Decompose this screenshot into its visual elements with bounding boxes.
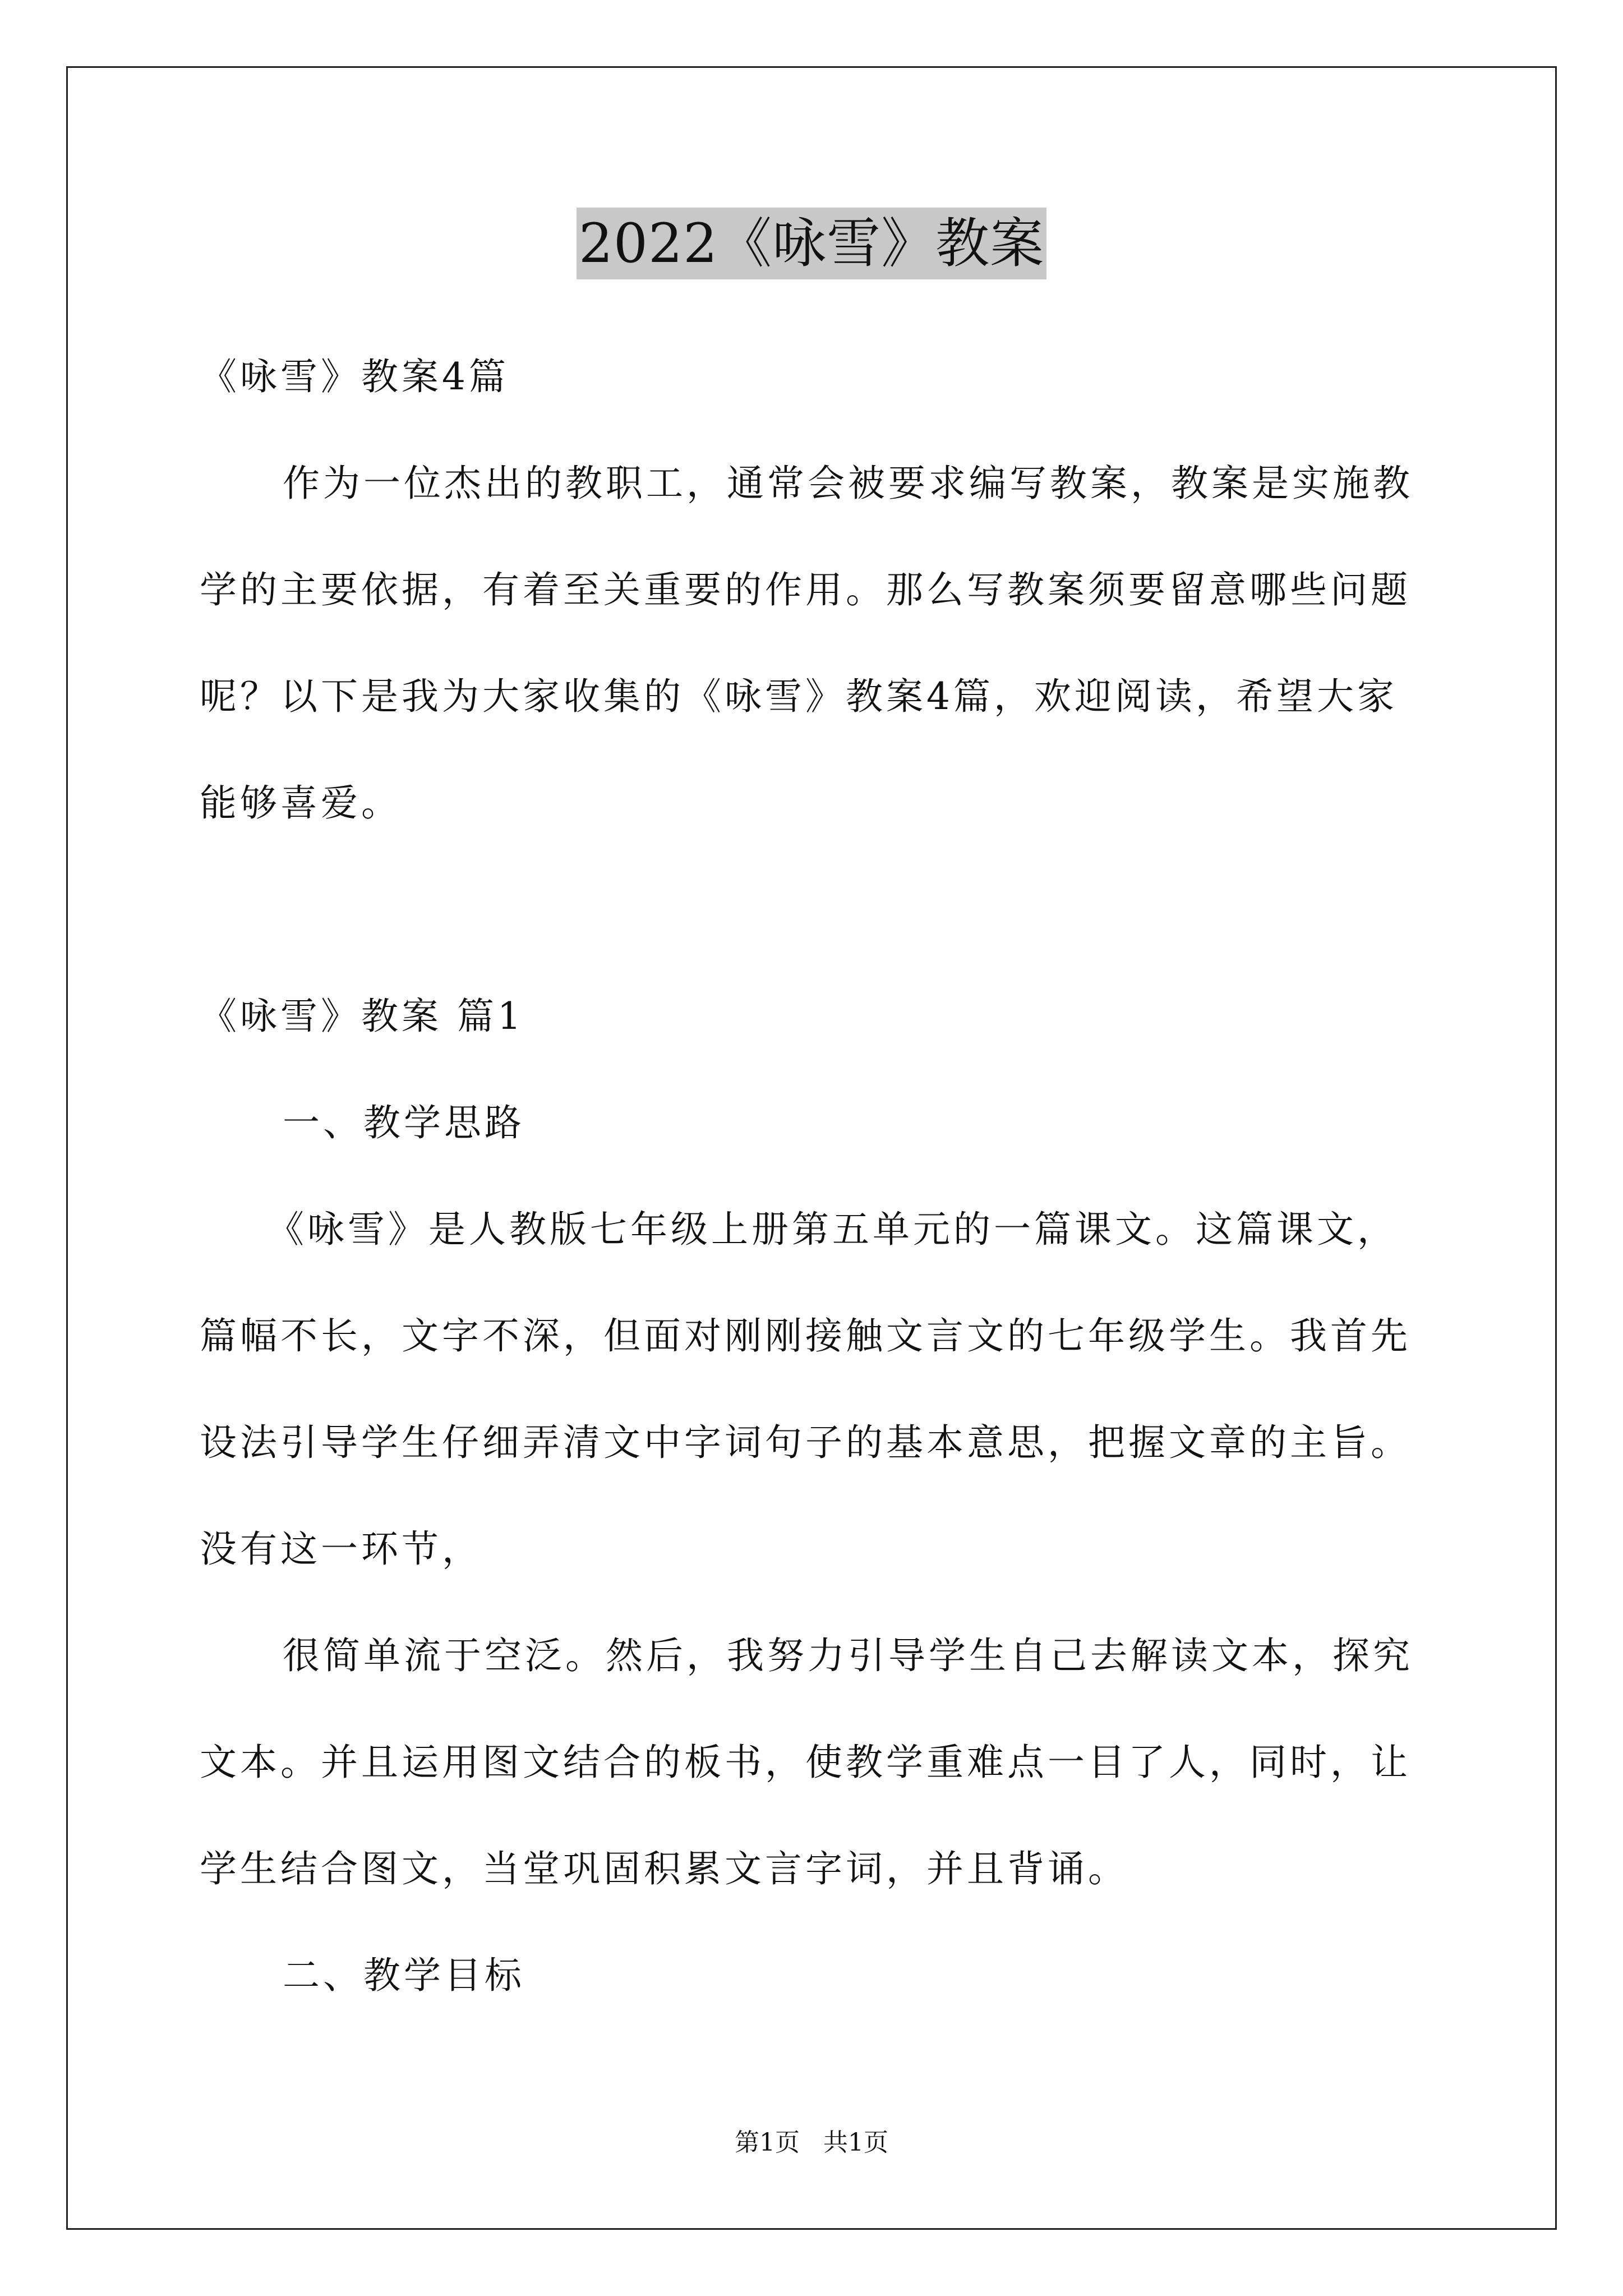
body-paragraph-line: 文本。并且运用图文结合的板书，使教学重难点一目了人，同时，让 bbox=[200, 1741, 1411, 1784]
intro-heading: 《咏雪》教案4篇 bbox=[200, 355, 509, 398]
body-paragraph-line: 很简单流于空泛。然后，我努力引导学生自己去解读文本，探究 bbox=[283, 1634, 1413, 1677]
page-footer: 第1页 共1页 bbox=[735, 2128, 888, 2157]
body-paragraph-line: 设法引导学生仔细弄清文中字词句子的基本意思，把握文章的主旨。 bbox=[200, 1421, 1411, 1464]
body-paragraph-line: 学生结合图文，当堂巩固积累文言字词，并且背诵。 bbox=[200, 1847, 1128, 1890]
intro-paragraph-line: 呢？以下是我为大家收集的《咏雪》教案4篇，欢迎阅读，希望大家 bbox=[200, 675, 1398, 718]
title-container bbox=[0, 208, 1623, 279]
subsection-heading: 二、教学目标 bbox=[283, 1954, 525, 1997]
intro-paragraph-line: 学的主要依据，有着至关重要的作用。那么写教案须要留意哪些问题 bbox=[200, 568, 1411, 611]
document-title: 2022《咏雪》教案 bbox=[577, 208, 1046, 279]
body-paragraph-line: 篇幅不长，文字不深，但面对刚刚接触文言文的七年级学生。我首先 bbox=[200, 1314, 1411, 1358]
intro-paragraph-line: 能够喜爱。 bbox=[200, 781, 402, 825]
body-paragraph-line: 《咏雪》是人教版七年级上册第五单元的一篇课文。这篇课文， bbox=[267, 1208, 1398, 1251]
section-heading: 《咏雪》教案 篇1 bbox=[200, 995, 524, 1038]
intro-paragraph-line: 作为一位杰出的教职工，通常会被要求编写教案，教案是实施教 bbox=[283, 462, 1413, 505]
subsection-heading: 一、教学思路 bbox=[283, 1101, 525, 1144]
body-paragraph-line: 没有这一环节， bbox=[200, 1527, 482, 1571]
